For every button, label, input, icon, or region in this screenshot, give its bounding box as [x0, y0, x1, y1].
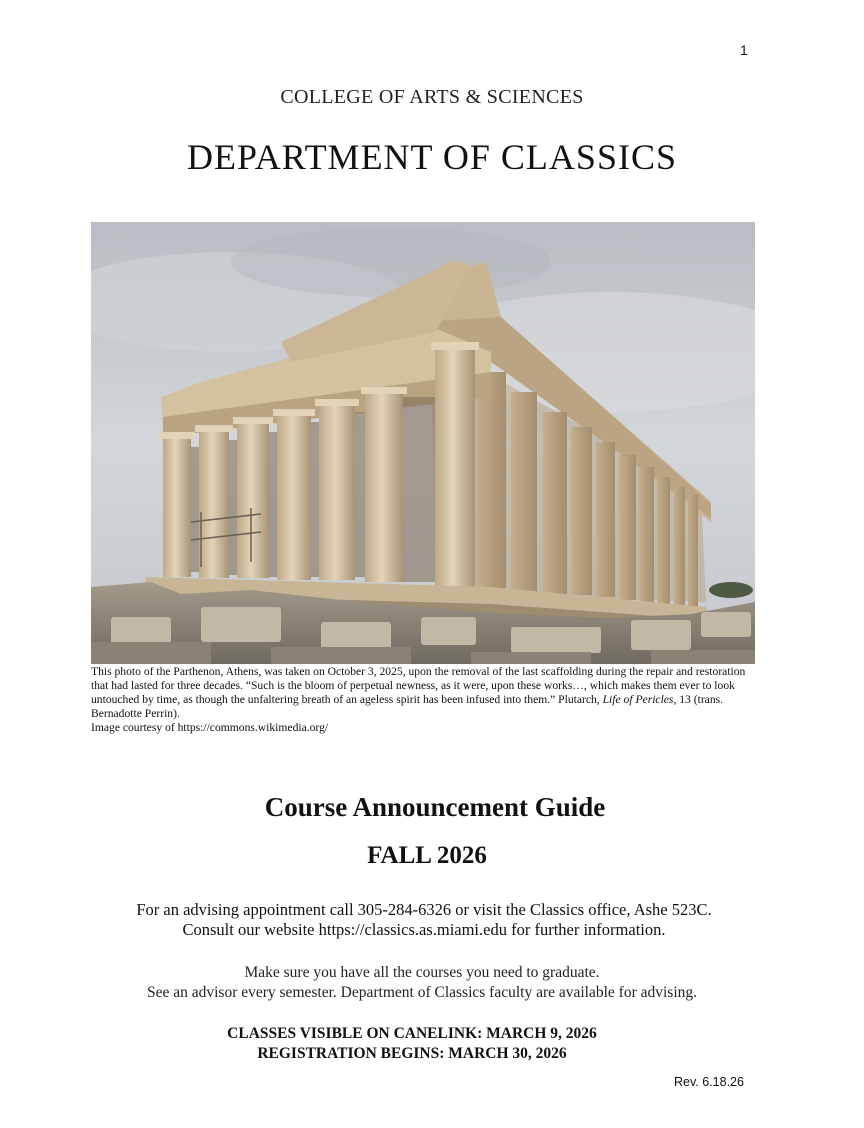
caption-text: This photo of the Parthenon, Athens, was taken on October 3, 2025, upon the removal of the last scaffolding during the repair and restoration that had lasted for three decades. “Such is the bloom of perpetual newness, as it were, upon these works…, which makes them ever to look untouched by time, as though the unfaltering breath of an ageless spirit has been infused into them.” Plutarch,: [91, 665, 746, 706]
caption-work-title: Life of Pericles: [602, 693, 674, 706]
photo-caption: [91, 665, 759, 735]
college-name: COLLEGE OF ARTS & SCIENCES: [280, 86, 584, 108]
registration-begin-date: REGISTRATION BEGINS: MARCH 30, 2026: [257, 1045, 567, 1062]
advising-info: [0, 900, 848, 940]
page-number: 1: [740, 42, 748, 58]
parthenon-photo: [91, 222, 755, 664]
reminder-line-2: See an advisor every semester. Department of Classics faculty are available for advising.: [146, 984, 698, 1001]
advising-reminder: [0, 963, 844, 1003]
registration-dates: [0, 1024, 824, 1064]
revision-note: Rev. 6.18.26: [674, 1075, 744, 1089]
caption-credit: Image courtesy of https://commons.wikimedia.org/: [91, 721, 329, 734]
guide-title: Course Announcement Guide: [264, 792, 606, 822]
department-title: DEPARTMENT OF CLASSICS: [187, 137, 677, 177]
advising-line-2: Consult our website https://classics.as.miami.edu for further information.: [182, 920, 666, 939]
canelink-visible-date: CLASSES VISIBLE ON CANELINK: MARCH 9, 2026: [227, 1025, 597, 1042]
caption-citation: , 13 (trans. Bernadotte Perrin).: [91, 693, 724, 720]
term-heading: FALL 2026: [367, 842, 487, 869]
reminder-line-1: Make sure you have all the courses you need to graduate.: [244, 964, 600, 981]
advising-line-1: For an advising appointment call 305-284-6326 or visit the Classics office, Ashe 523C.: [136, 900, 712, 919]
